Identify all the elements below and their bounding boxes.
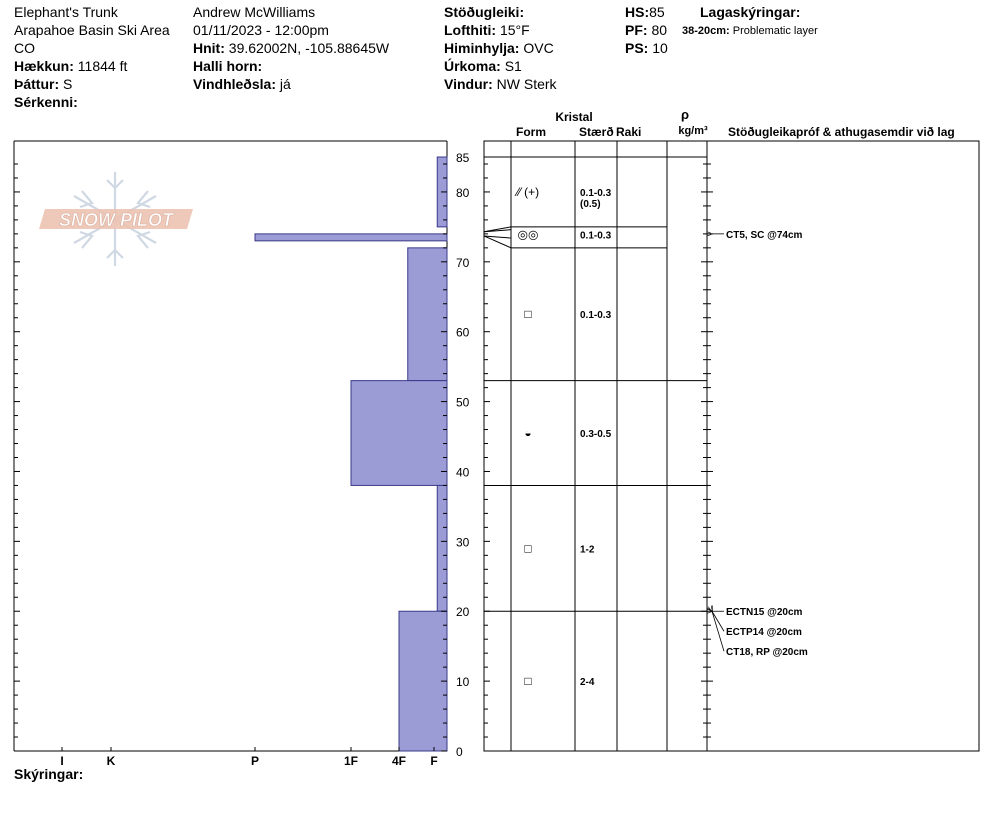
pf-row: PF: 80 [625,22,668,38]
notes-row [14,765,83,783]
size-header: Stærð [579,125,614,139]
depth-label: 10 [456,675,470,690]
crystal-form: ◒ [524,426,532,441]
hs-row: HS:85 [625,4,665,20]
crystal-size: 2-4 [580,677,595,689]
crystal-form: ◎◎ [517,227,539,242]
sky-value: OVC [523,40,554,56]
crystal-size-alt: (0.5) [580,198,601,210]
depth-label: 60 [456,325,470,340]
depth-label: 50 [456,395,470,410]
ps-value: 10 [652,40,668,56]
stability-test: CT5, SC @74cm [726,229,803,241]
density-header: kg/m³ [678,125,708,137]
x-tick-label: K [106,754,116,768]
site-name: Elephant's Trunk [14,4,118,20]
x-tick-label: F [430,754,438,768]
hardness-bar [399,611,447,751]
depth-label: 40 [456,465,470,480]
x-tick-label: 4F [391,754,407,768]
stability-test: ECTN15 @20cm [726,607,803,619]
crystal-form: □ [524,674,532,689]
air-temp-value: 15°F [499,22,530,38]
elevation-value: 11844 ft [77,58,128,74]
sky-row: Himinhylja: OVC [444,40,554,56]
pf-value: 80 [651,22,668,38]
x-tick-label: 1F [343,754,359,768]
air-temp-row: Lofthiti: 15°F [444,22,530,38]
tests-header: Stöðugleikapróf & athugasemdir við lag [728,125,955,139]
stability-test: ECTP14 @20cm [726,627,802,639]
crystal-size: 0.3-0.5 [580,429,612,441]
notes-label: Skýringar: [14,766,84,782]
hardness-bar [351,381,447,486]
test-arrow [712,611,724,631]
form-header: Form [516,125,546,139]
ps-row: PS: 10 [625,40,668,56]
observer-name: Andrew McWilliams [193,4,316,20]
depth-label: 0 [456,745,463,759]
snowpilot-logo [39,172,193,266]
crystal-size: 0.1-0.3 [580,230,612,242]
rho-header: ρ [680,107,690,122]
depth-label: 80 [456,185,470,200]
wind-row: Vindur: NW Sterk [444,76,557,92]
crystal-header: Kristal [555,110,593,124]
observation-datetime: 01/11/2023 - 12:00pm [193,22,329,38]
depth-label: 70 [456,255,470,270]
moisture-header: Raki [616,125,642,139]
site-area: Arapahoe Basin Ski Area [14,22,170,38]
wind-value: NW Sterk [496,76,557,92]
layer-notes-title: Lagaskýringar: [700,4,801,20]
hardness-bar [437,485,447,611]
features-row: Sérkenni: [14,94,78,110]
test-arrow [712,611,724,651]
aspect-value: S [63,76,73,92]
crystal-size: 0.1-0.3 [580,187,612,199]
crystal-form: □ [524,307,532,322]
logo-text: SNOW PILOT [59,210,173,230]
layer-note-text: Problematic layer [732,25,818,37]
slope-row: Halli horn: [193,58,263,74]
crystal-form: □ [524,541,532,556]
layer-table [484,141,979,751]
hs-value: 85 [649,4,665,20]
aspect-row: Þáttur: S [14,76,73,92]
depth-label: 85 [456,151,470,165]
precip-value: S1 [504,58,522,74]
depth-label: 20 [456,605,470,620]
hardness-bar [255,234,447,241]
site-state: CO [14,40,35,56]
stability-test: CT18, RP @20cm [726,647,808,659]
wind-loading-value: já [279,76,291,92]
hardness-bar [408,248,447,381]
x-tick-label: P [250,754,260,768]
coords-value: 39.62002N, -105.88645W [228,40,390,56]
depth-label: 30 [456,535,470,550]
stability-row: Stöðugleiki: [444,4,525,20]
crystal-size: 1-2 [580,544,595,556]
precip-row: Úrkoma: S1 [444,58,522,74]
wind-loading-row: Vindhleðsla: já [193,76,291,92]
crystal-form: ⁄⁄ (+) [516,184,540,199]
x-tick-label: I [60,754,64,768]
coords-row: Hnit: 39.62002N, -105.88645W [193,40,390,56]
elevation-row: Hækkun: 11844 ft [14,58,128,74]
layer-note-range: 38-20cm: [682,25,730,37]
crystal-size: 0.1-0.3 [580,310,612,322]
